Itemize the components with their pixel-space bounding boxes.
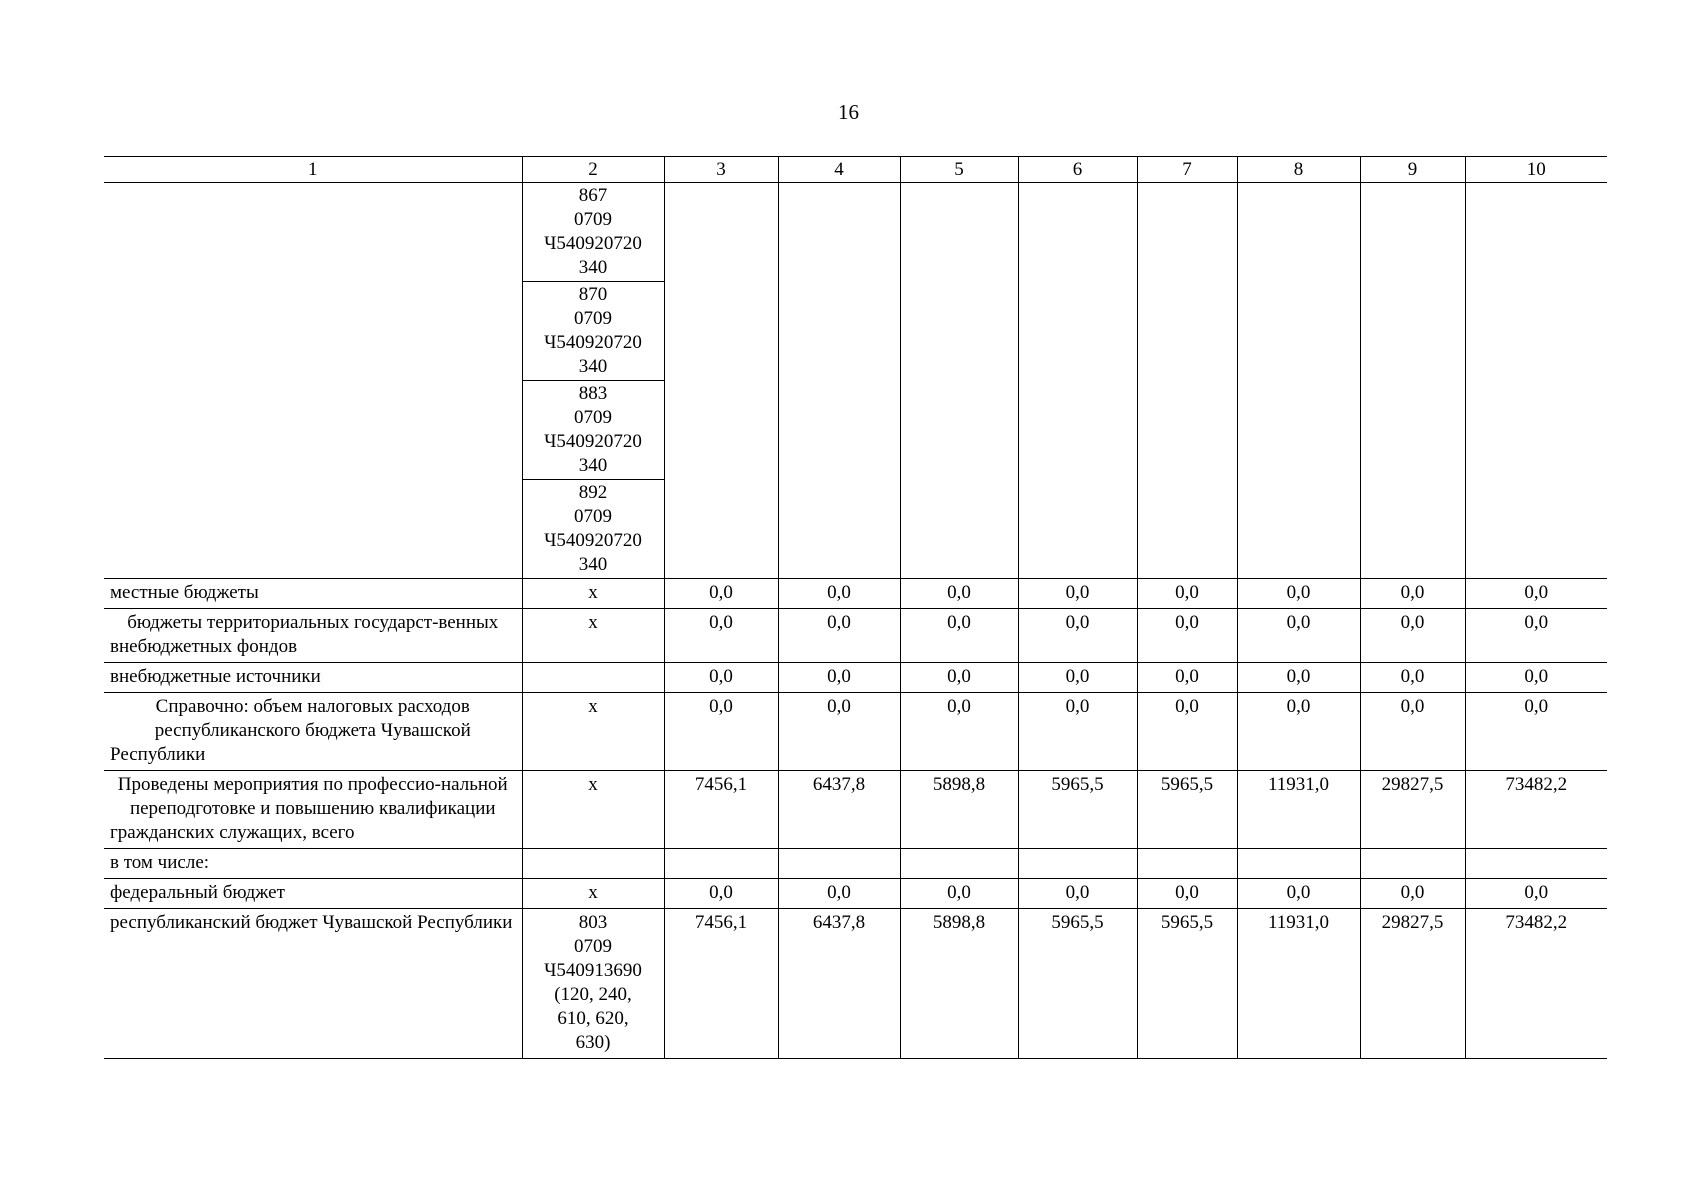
row-value: 5898,8	[900, 909, 1018, 1059]
code-line: Ч540920720	[544, 431, 642, 452]
row-value: 0,0	[664, 879, 778, 909]
row-value: 73482,2	[1465, 909, 1607, 1059]
row-value: 0,0	[900, 663, 1018, 693]
empty-value-cell	[900, 183, 1018, 579]
row-code	[522, 909, 664, 1059]
row-value: 5965,5	[1018, 909, 1137, 1059]
code-line: Ч540920720	[544, 233, 642, 254]
row-value: 0,0	[1465, 579, 1607, 609]
code-line: 340	[578, 257, 608, 278]
row-code: х	[522, 771, 664, 849]
row-value: 0,0	[1137, 693, 1237, 771]
empty-label-cell	[104, 183, 522, 579]
row-value: 0,0	[778, 879, 900, 909]
code-continuation-row	[104, 183, 1607, 579]
row-value: 0,0	[1465, 609, 1607, 663]
table-row	[104, 693, 1607, 771]
row-value: 0,0	[900, 693, 1018, 771]
header-cell: 10	[1465, 157, 1607, 183]
code-block	[523, 381, 664, 480]
table-row	[104, 909, 1607, 1059]
table-body	[104, 157, 1607, 1059]
row-code	[522, 663, 664, 693]
row-value: 5898,8	[900, 771, 1018, 849]
code-line: Ч540920720	[544, 530, 642, 551]
code-block	[523, 480, 664, 578]
empty-value-cell	[1137, 183, 1237, 579]
row-value: 11931,0	[1237, 909, 1360, 1059]
page-number: 16	[838, 100, 859, 124]
code-line: 0709	[574, 936, 612, 957]
header-cell: 6	[1018, 157, 1137, 183]
row-value: 0,0	[900, 579, 1018, 609]
row-label: республиканский бюджет Чувашской Республики	[104, 909, 522, 1059]
table-row	[104, 579, 1607, 609]
code-block	[523, 282, 664, 381]
table-row	[104, 849, 1607, 879]
code-line: 870	[578, 284, 608, 305]
row-label: федеральный бюджет	[104, 879, 522, 909]
row-value: 0,0	[1137, 579, 1237, 609]
row-value: 0,0	[778, 579, 900, 609]
row-label: Проведены мероприятия по профессио-нальной переподготовке и повышению квалификации гражданских служащих, всего	[104, 771, 522, 849]
empty-value-cell	[1465, 183, 1607, 579]
code-line: 0709	[574, 506, 612, 527]
row-value	[778, 849, 900, 879]
row-value: 0,0	[900, 609, 1018, 663]
row-value: 6437,8	[778, 771, 900, 849]
header-cell: 1	[104, 157, 522, 183]
row-value: 73482,2	[1465, 771, 1607, 849]
row-value	[1360, 849, 1465, 879]
row-value: 0,0	[1137, 663, 1237, 693]
row-value: 7456,1	[664, 909, 778, 1059]
row-value: 0,0	[1018, 879, 1137, 909]
row-value: 0,0	[1465, 663, 1607, 693]
code-line: 340	[578, 455, 608, 476]
row-value: 0,0	[664, 663, 778, 693]
row-label: в том числе:	[104, 849, 522, 879]
code-line: 630)	[575, 1032, 611, 1053]
row-value: 0,0	[1237, 879, 1360, 909]
table-row	[104, 609, 1607, 663]
row-value	[1137, 849, 1237, 879]
table-row	[104, 771, 1607, 849]
code-line: 0709	[574, 308, 612, 329]
row-label: Справочно: объем налоговых расходов республиканского бюджета Чувашской Республики	[104, 693, 522, 771]
row-value: 0,0	[1360, 579, 1465, 609]
row-label: бюджеты территориальных государст-венных внебюджетных фондов	[104, 609, 522, 663]
row-value: 29827,5	[1360, 909, 1465, 1059]
row-code: х	[522, 579, 664, 609]
row-value: 0,0	[1018, 663, 1137, 693]
row-value: 6437,8	[778, 909, 900, 1059]
row-value: 7456,1	[664, 771, 778, 849]
row-value: 0,0	[1465, 693, 1607, 771]
row-value: 0,0	[778, 663, 900, 693]
row-value	[1018, 849, 1137, 879]
row-value: 5965,5	[1137, 909, 1237, 1059]
header-cell: 5	[900, 157, 1018, 183]
row-code: х	[522, 693, 664, 771]
row-value: 0,0	[1137, 609, 1237, 663]
row-value: 0,0	[1360, 879, 1465, 909]
empty-value-cell	[1018, 183, 1137, 579]
row-value: 0,0	[1018, 579, 1137, 609]
row-value: 0,0	[1237, 609, 1360, 663]
row-value: 0,0	[1018, 609, 1137, 663]
row-code	[522, 849, 664, 879]
header-cell: 9	[1360, 157, 1465, 183]
row-value: 0,0	[664, 609, 778, 663]
code-line: Ч540913690	[544, 960, 642, 981]
code-line: (120, 240,	[554, 984, 632, 1005]
row-label: местные бюджеты	[104, 579, 522, 609]
row-value: 0,0	[900, 879, 1018, 909]
row-code: х	[522, 609, 664, 663]
budget-table	[104, 156, 1607, 1059]
row-value: 0,0	[1237, 579, 1360, 609]
row-value: 5965,5	[1137, 771, 1237, 849]
row-code: х	[522, 879, 664, 909]
empty-value-cell	[1237, 183, 1360, 579]
code-line: 0709	[574, 407, 612, 428]
empty-value-cell	[778, 183, 900, 579]
row-value: 0,0	[664, 693, 778, 771]
code-blocks-cell	[522, 183, 664, 579]
row-value	[664, 849, 778, 879]
row-value: 0,0	[1137, 879, 1237, 909]
header-cell: 4	[778, 157, 900, 183]
code-line: 883	[578, 383, 608, 404]
row-value: 0,0	[1237, 693, 1360, 771]
row-value: 0,0	[1018, 693, 1137, 771]
header-cell: 2	[522, 157, 664, 183]
code-line: 892	[578, 482, 608, 503]
table-row	[104, 879, 1607, 909]
row-value: 0,0	[1360, 693, 1465, 771]
empty-value-cell	[664, 183, 778, 579]
row-value: 0,0	[1360, 663, 1465, 693]
header-cell: 3	[664, 157, 778, 183]
row-value: 11931,0	[1237, 771, 1360, 849]
header-cell: 8	[1237, 157, 1360, 183]
row-label: внебюджетные источники	[104, 663, 522, 693]
code-line: Ч540920720	[544, 332, 642, 353]
row-value: 0,0	[778, 693, 900, 771]
code-line: 803	[578, 912, 608, 933]
row-value	[1465, 849, 1607, 879]
row-value: 0,0	[1360, 609, 1465, 663]
row-value: 29827,5	[1360, 771, 1465, 849]
header-cell: 7	[1137, 157, 1237, 183]
code-line: 610, 620,	[557, 1008, 629, 1029]
code-line: 340	[578, 554, 608, 575]
code-block	[523, 183, 664, 282]
code-line: 340	[578, 356, 608, 377]
row-value	[1237, 849, 1360, 879]
code-line: 0709	[574, 209, 612, 230]
row-value	[900, 849, 1018, 879]
row-value: 0,0	[778, 609, 900, 663]
row-value: 0,0	[664, 579, 778, 609]
code-line: 867	[578, 185, 608, 206]
row-value: 5965,5	[1018, 771, 1137, 849]
row-value: 0,0	[1465, 879, 1607, 909]
table-row	[104, 663, 1607, 693]
empty-value-cell	[1360, 183, 1465, 579]
row-value: 0,0	[1237, 663, 1360, 693]
table-header-row	[104, 157, 1607, 183]
